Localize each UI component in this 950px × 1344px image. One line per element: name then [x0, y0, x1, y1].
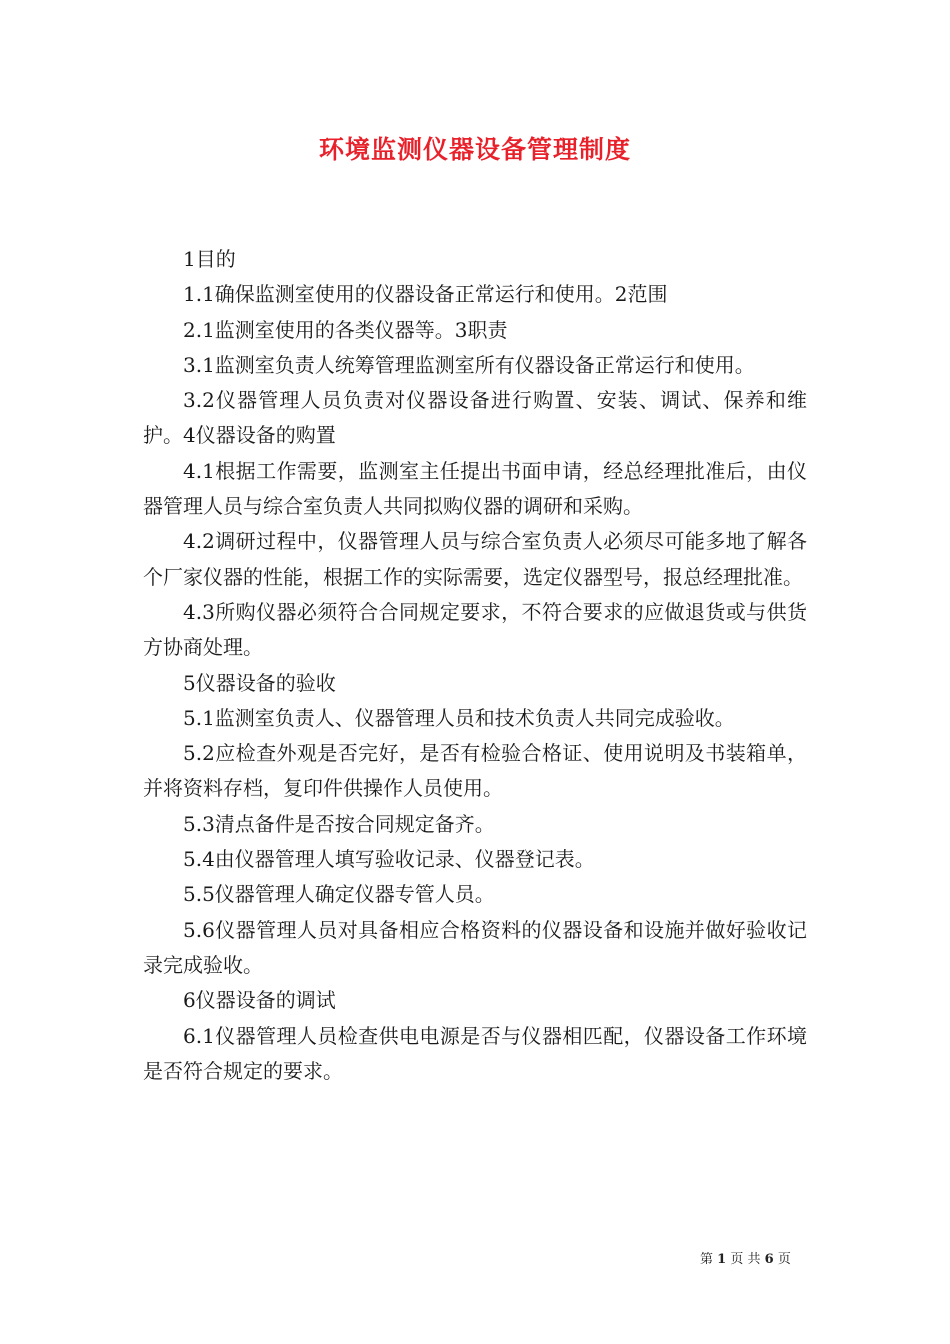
footer-total-pages: 6: [764, 1252, 774, 1267]
paragraph-1-1: 1.1确保监测室使用的仪器设备正常运行和使用。2范围: [183, 282, 668, 307]
paragraph-4-2: 4.2调研过程中，仪器管理人员与综合室负责人必须尽可能多地了解各个厂家仪器的性能，根据工作的实际需要，选定仪器型号，报总经理批准。: [143, 529, 807, 589]
footer-suffix: 页: [777, 1252, 791, 1267]
paragraph-4-1: 4.1根据工作需要，监测室主任提出书面申请，经总经理批准后，由仪器管理人员与综合室负责人共同拟购仪器的调研和采购。: [143, 458, 807, 519]
paragraph-2-1: 2.1监测室使用的各类仪器等。3职责: [183, 317, 508, 342]
footer-current-page: 1: [717, 1252, 727, 1267]
section-heading-debugging: 6仪器设备的调试: [183, 988, 336, 1013]
paragraph-3-1: 3.1监测室负责人统筹管理监测室所有仪器设备正常运行和使用。: [183, 352, 755, 377]
section-heading-acceptance: 5仪器设备的验收: [183, 670, 336, 695]
paragraph-4-3: 4.3所购仪器必须符合合同规定要求，不符合要求的应做退货或与供货方协商处理。: [143, 599, 807, 660]
paragraph-5-3: 5.3清点备件是否按合同规定备齐。: [183, 811, 495, 836]
paragraph-5-4: 5.4由仪器管理人填写验收记录、仪器登记表。: [183, 847, 595, 872]
paragraph-5-1: 5.1监测室负责人、仪器管理人员和技术负责人共同完成验收。: [183, 705, 735, 730]
paragraph-5-2: 5.2应检查外观是否完好，是否有检验合格证、使用说明及书装箱单，并将资料存档，复印件供操作人员使用。: [143, 741, 807, 801]
paragraph-6-1: 6.1仪器管理人员检查供电电源是否与仪器相匹配，仪器设备工作环境是否符合规定的要求。: [143, 1023, 807, 1083]
page-number-footer: [700, 1248, 820, 1267]
section-heading-purpose: 1目的: [183, 247, 236, 271]
page-title: 环境监测仪器设备管理制度: [318, 135, 631, 164]
document-body: [143, 242, 807, 1089]
paragraph-3-2: 3.2仪器管理人员负责对仪器设备进行购置、安装、调试、保养和维护。4仪器设备的购置: [143, 388, 807, 448]
paragraph-5-6: 5.6仪器管理人员对具备相应合格资料的仪器设备和设施并做好验收记录完成验收。: [143, 917, 807, 977]
paragraph-5-5: 5.5仪器管理人确定仪器专管人员。: [183, 882, 495, 907]
footer-middle: 页 共: [730, 1252, 761, 1267]
footer-prefix: 第: [700, 1252, 714, 1267]
